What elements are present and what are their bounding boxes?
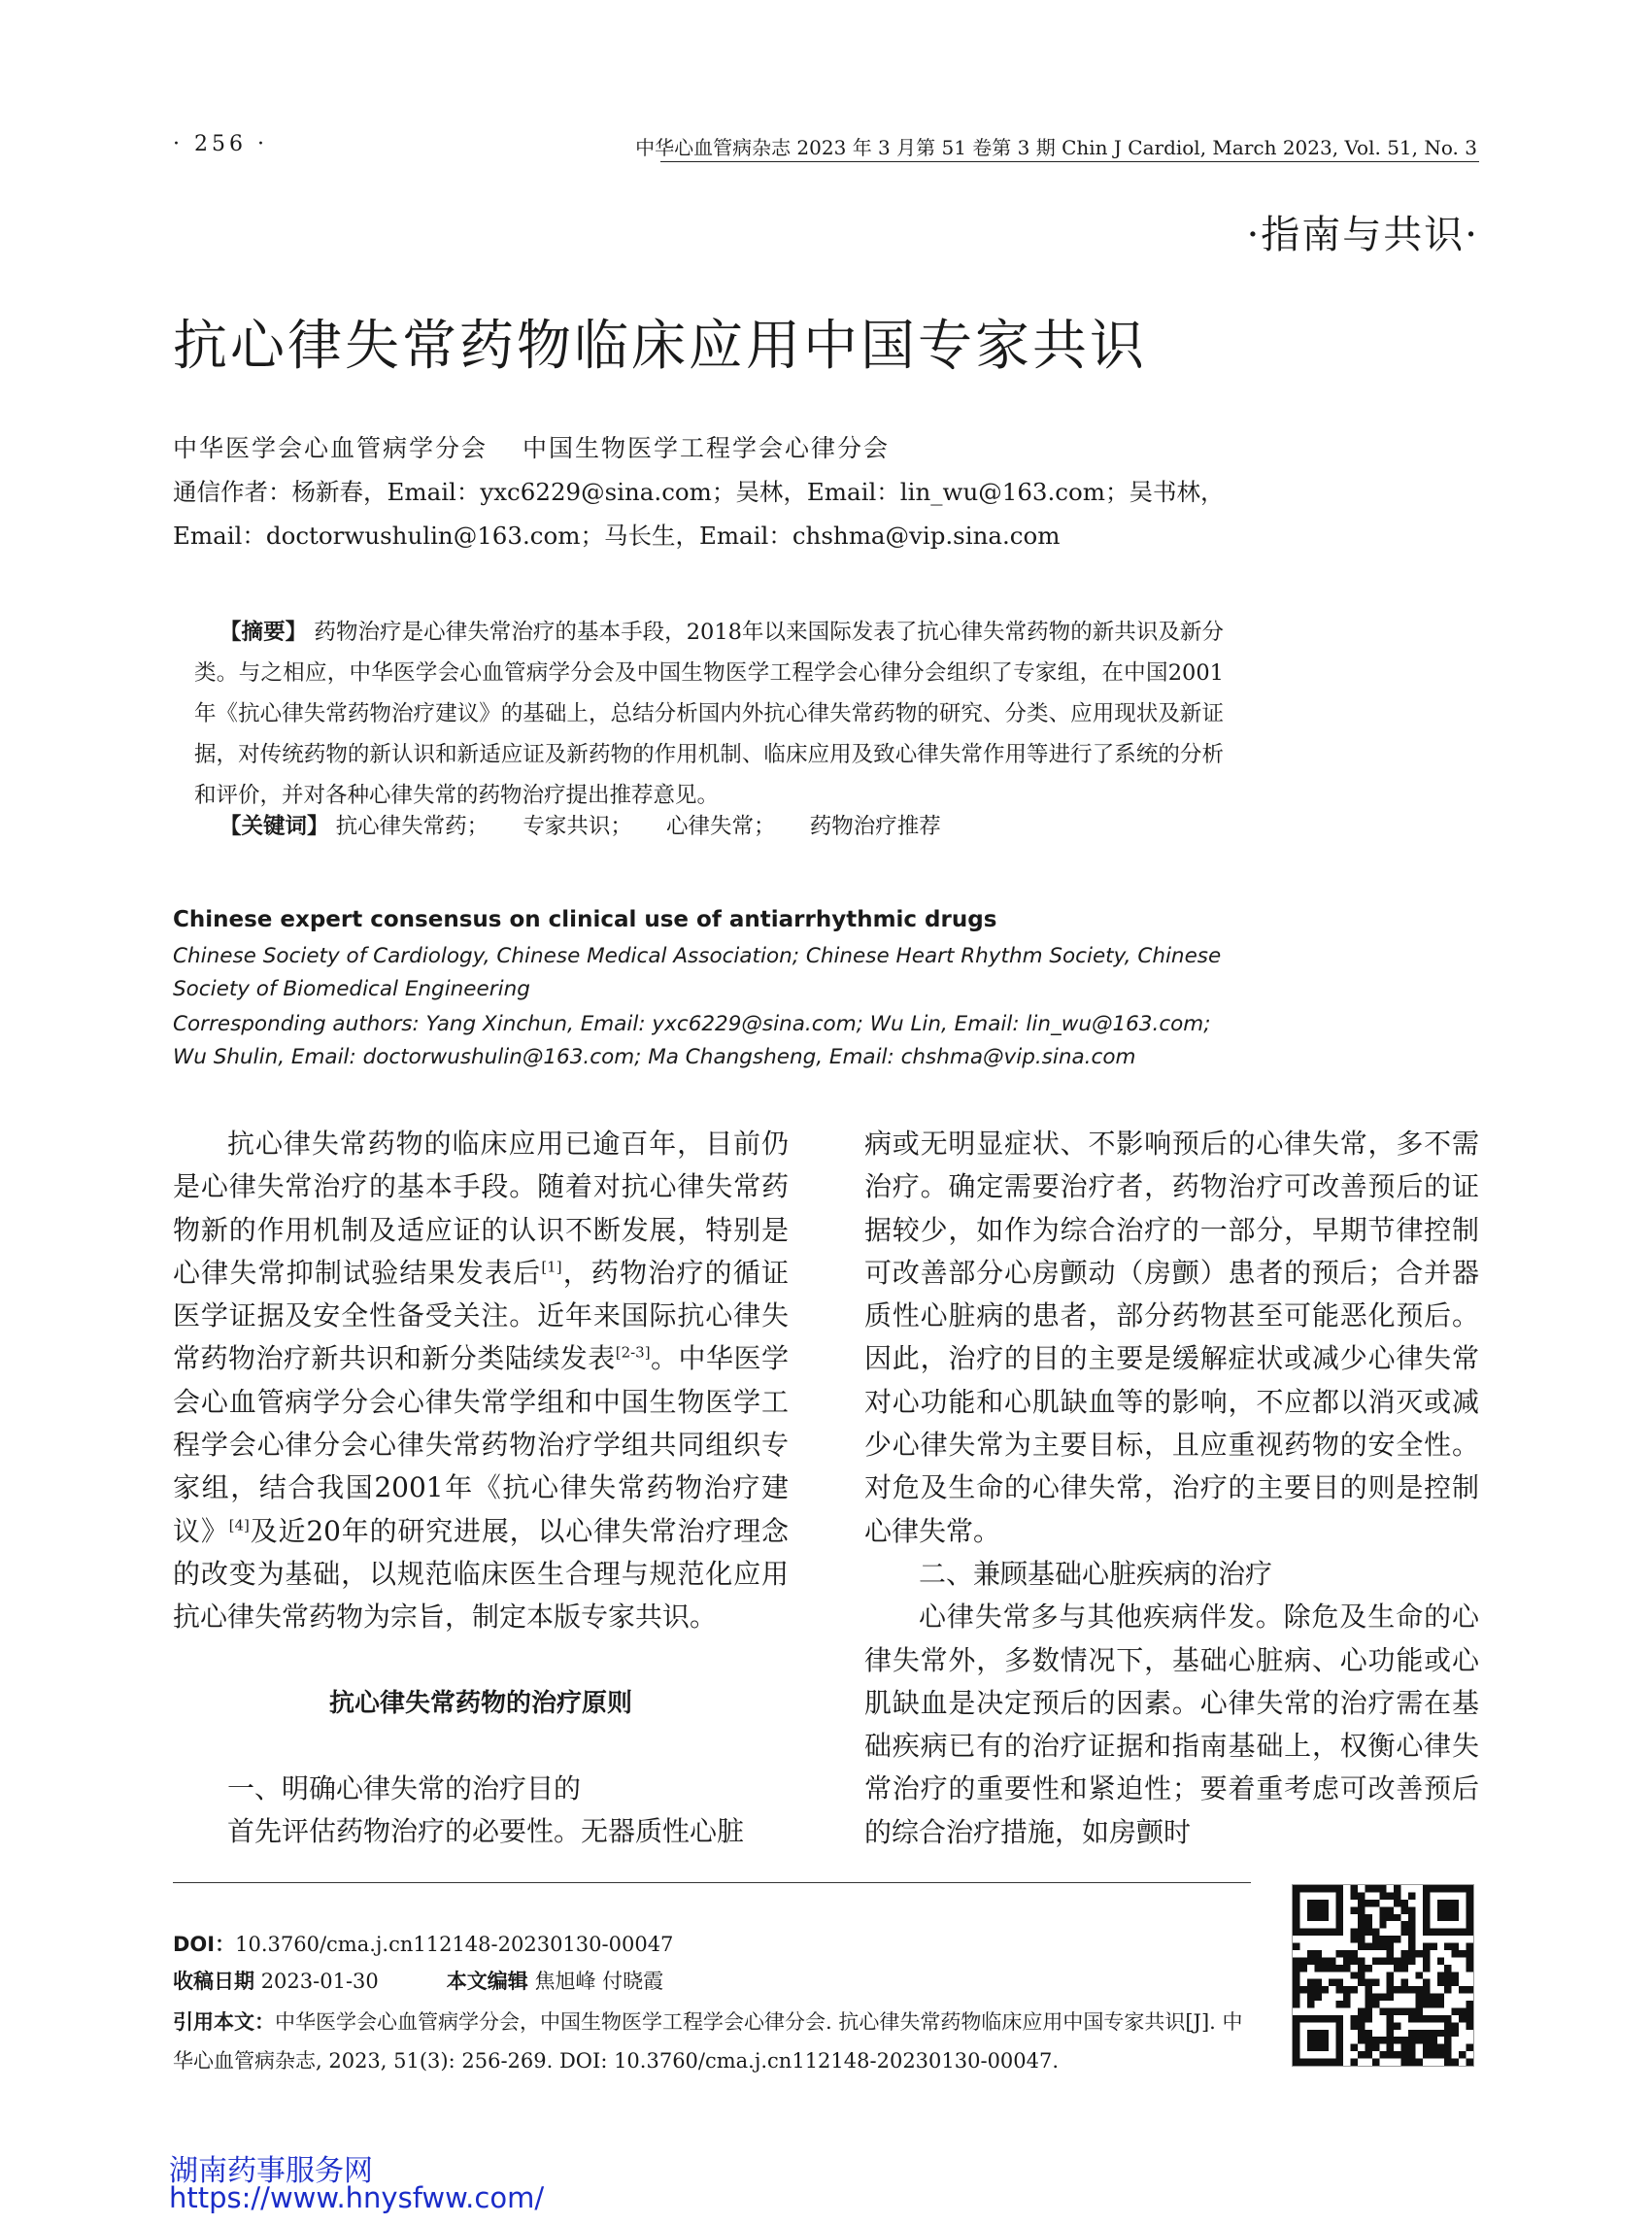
keyword: 专家共识； (523, 814, 632, 839)
keywords-cn (219, 806, 1249, 847)
body-paragraph: 病或无明显症状、不影响预后的心律失常，多不需治疗。确定需要治疗者，药物治疗可改善预后的证据较少，如作为综合治疗的一部分，早期节律控制可改善部分心房颤动（房颤）患者的预后；合并器质性心脏病的患者，部分药物甚至可能恶化预后。因此，治疗的目的主要是缓解症状或减少心律失常对心功能和心肌缺血等的影响，不应都以消灭或减少心律失常为主要目标，且应重视药物的安全性。对危及生命的心律失常，治疗的主要目的则是控制心律失常。 (864, 1128, 1479, 1547)
keyword: 心律失常； (666, 814, 776, 839)
keyword: 抗心律失常药； (335, 814, 489, 839)
corresponding-authors-line-2: Email：doctorwushulin@163.com；马长生，Email：chshma@vip.sina.com (173, 522, 1061, 550)
section-label: ·指南与共识· (1246, 213, 1479, 257)
subsection-heading: 二、兼顾基础心脏疾病的治疗 (919, 1557, 1273, 1590)
body-text: 。中华医学会心血管病学分会心律失常学组和中国生物医学工程学会心律分会心律失常药物治疗学组共同组织专家组，结合我国2001年《抗心律失常药物治疗建议》 (173, 1342, 789, 1547)
body-paragraph (173, 1123, 789, 1639)
section-heading: 抗心律失常药物的治疗原则 (328, 1688, 632, 1718)
editors: 焦旭峰 付晓霞 (534, 1970, 664, 1993)
cite-text: 中华医学会心血管病学分会，中国生物医学工程学会心律分会. 抗心律失常药物临床应用中国专家共识[J]. 中华心血管病杂志, 2023, 51(3): 256-269. DOI: 10.3760/cma.j.cn112148-20230130-00047. (173, 2010, 1243, 2073)
abstract-cn (194, 612, 1224, 816)
doi-value[interactable]: 10.3760/cma.j.cn112148-20230130-00047 (235, 1933, 674, 1956)
watermark-url[interactable]: https://www.hnysfww.com/ (169, 2181, 545, 2214)
abstract-tag: 【摘要】 (219, 620, 308, 645)
citation-ref[interactable]: [4] (228, 1516, 250, 1534)
author-org-2: 中国生物医学工程学会心律分会 (523, 434, 891, 462)
editor-label: 本文编辑 (446, 1970, 528, 1993)
author-orgs (173, 429, 890, 464)
body-left-column (173, 1123, 789, 1853)
doi-label: DOI： (173, 1933, 236, 1956)
citation-ref[interactable]: [1] (541, 1258, 562, 1276)
body-text: 抗心律失常药物的临床应用已逾百年，目前仍是心律失常治疗的基本手段。随着对抗心律失常药物新的作用机制及适应证的认识不断发展，特别是心律失常抑制试验结果发表后 (173, 1128, 789, 1289)
subsection-heading: 一、明确心律失常的治疗目的 (227, 1771, 582, 1804)
english-orgs: Chinese Society of Cardiology, Chinese Medical Association; Chinese Heart Rhythm Society, Chinese Society of Biomedical Engineering (173, 944, 1222, 1001)
header-rule (660, 161, 1479, 162)
journal-header: 中华心血管病杂志 2023 年 3 月第 51 卷第 3 期 Chin J Cardiol, March 2023, Vol. 51, No. 3 (635, 136, 1477, 159)
watermark-name: 湖南药事服务网 (169, 2154, 373, 2188)
abstract-text: 药物治疗是心律失常治疗的基本手段，2018年以来国际发表了抗心律失常药物的新共识及新分类。与之相应，中华医学会心血管病学分会及中国生物医学工程学会心律分会组织了专家组，在中国2001年《抗心律失常药物治疗建议》的基础上，总结分析国内外抗心律失常药物的研究、分类、应用现状及新证据，对传统药物的新认识和新适应证及新药物的作用机制、临床应用及致心律失常作用等进行了系统的分析和评价，并对各种心律失常的药物治疗提出推荐意见。 (194, 620, 1224, 808)
footer-dates (173, 1966, 663, 1995)
footer-citation (173, 2003, 1251, 2080)
keywords-tag: 【关键词】 (219, 814, 329, 839)
qr-code-icon[interactable] (1292, 1884, 1474, 2067)
paper-title: 抗心律失常药物临床应用中国专家共识 (173, 315, 1147, 378)
english-corresponding-authors: Corresponding authors: Yang Xinchun, Email: yxc6229@sina.com; Wu Lin, Email: lin_wu@163.com; Wu Shulin, Email: doctorwushulin@163.com; Ma Changsheng, Email: chshma@vip.sina.com (173, 1012, 1211, 1069)
received-label: 收稿日期 (173, 1970, 254, 1993)
english-title: Chinese expert consensus on clinical use of antiarrhythmic drugs (173, 907, 997, 932)
body-text: ，药物治疗的循证医学证据及安全性备受关注。近年来国际抗心律失常药物治疗新共识和新分类陆续发表 (173, 1256, 789, 1375)
page-number: · 256 · (173, 132, 268, 156)
body-paragraph: 首先评估药物治疗的必要性。无器质性心脏 (227, 1815, 745, 1848)
body-paragraph: 心律失常多与其他疾病伴发。除危及生命的心律失常外，多数情况下，基础心脏病、心功能或心肌缺血是决定预后的因素。心律失常的治疗需在基础疾病已有的治疗证据和指南基础上，权衡心律失常治疗的重要性和紧迫性；要着重考虑可改善预后的综合治疗措施，如房颤时 (864, 1601, 1479, 1848)
footer-doi (173, 1929, 673, 1958)
author-org-1: 中华医学会心血管病学分会 (173, 434, 489, 462)
citation-ref[interactable]: [2-3] (615, 1344, 651, 1363)
footer-rule (173, 1882, 1251, 1883)
received-date: 2023-01-30 (260, 1970, 379, 1993)
cite-label: 引用本文： (173, 2010, 275, 2034)
body-text: 及近20年的研究进展，以心律失常治疗理念的改变为基础，以规范临床医生合理与规范化应用抗心律失常药物为宗旨，制定本版专家共识。 (173, 1514, 789, 1634)
body-right-column (864, 1123, 1479, 1854)
corresponding-authors-line-1: 通信作者：杨新春，Email：yxc6229@sina.com；吴林，Email：lin_wu@163.com；吴书林， (173, 478, 1225, 506)
keyword: 药物治疗推荐 (809, 814, 941, 839)
